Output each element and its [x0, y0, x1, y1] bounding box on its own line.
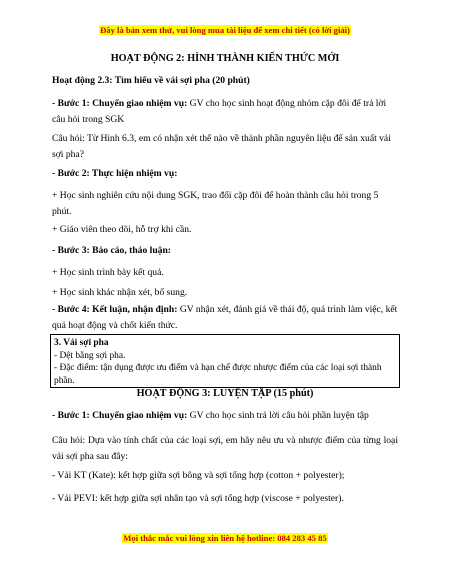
practice-step-1-label: - Bước 1: Chuyển giao nhiệm vụ:	[52, 410, 188, 421]
step-1-text: GV cho học sinh hoạt động nhóm cặp đôi để trả lời câu hỏi trong SGK	[52, 98, 387, 125]
summary-box	[50, 334, 400, 388]
summary-box-title: 3. Vải sợi pha	[54, 338, 109, 348]
step-2-label: - Bước 2: Thực hiện nhiệm vụ:	[52, 168, 178, 179]
fabric-item-kt: - Vải KT (Kate): kết hợp giữa sợi bông và sợi tổng hợp (cotton + polyester);	[52, 470, 345, 481]
hotline-banner	[0, 533, 450, 543]
summary-box-line-1: - Dệt bằng sợi pha.	[54, 350, 126, 361]
step-4-text: GV nhận xét, đánh giá về thái độ, quá trình làm việc, kết quả hoạt động và chốt kiến thức.	[52, 304, 398, 331]
question-2: Câu hỏi: Dựa vào tính chất của các loại sợi, em hãy nêu ưu và nhược điểm của từng loại vải sợi pha sau đây:	[52, 435, 398, 462]
activity-2-3-title: Hoạt động 2.3: Tìm hiểu về vải sợi pha (20 phút)	[52, 75, 250, 86]
step-3-label: - Bước 3: Báo cáo, thảo luận:	[52, 245, 171, 256]
step-2-item-1: + Học sinh nghiên cứu nội dung SGK, trao đổi cặp đôi để hoàn thành câu hỏi trong 5 phút.	[52, 190, 379, 217]
hotline-banner-text: Mọi thắc mắc vui lòng xin liên hệ hotline: 084 283 45 85	[123, 533, 327, 543]
heading-activity-2: HOẠT ĐỘNG 2: HÌNH THÀNH KIẾN THỨC MỚI	[110, 53, 340, 64]
step-4-label: - Bước 4: Kết luận, nhận định:	[52, 304, 178, 315]
step-3-item-2: + Học sinh khác nhận xét, bổ sung.	[52, 287, 188, 298]
step-1-paragraph	[52, 96, 398, 128]
summary-box-line-2: - Đặc điểm: tận dụng được ưu điểm và hạn chế được nhược điểm của các loại sợi thành phần.	[54, 363, 382, 386]
step-2-item-2: + Giáo viên theo dõi, hỗ trợ khi cần.	[52, 224, 192, 235]
preview-banner	[0, 25, 450, 35]
step-4-paragraph	[52, 302, 398, 334]
fabric-item-pevi: - Vải PEVI: kết hợp giữa sợi nhân tạo và sợi tổng hợp (viscose + polyester).	[52, 493, 344, 504]
practice-step-1-text: GV cho học sinh trả lời câu hỏi phần luyện tập	[187, 410, 369, 421]
preview-banner-text: Đây là bản xem thử, vui lòng mua tài liệu để xem chi tiết (có lời giải)	[100, 25, 350, 35]
practice-step-1-paragraph	[52, 408, 398, 424]
heading-activity-3: HOẠT ĐỘNG 3: LUYỆN TẬP (15 phút)	[136, 388, 314, 399]
step-1-label: - Bước 1: Chuyển giao nhiệm vụ:	[52, 98, 188, 109]
step-3-item-1: + Học sinh trình bày kết quả.	[52, 267, 164, 278]
question-1: Câu hỏi: Từ Hình 6.3, em có nhận xét thế nào về thành phần nguyên liệu để sản xuất vải sợi pha?	[52, 133, 391, 160]
